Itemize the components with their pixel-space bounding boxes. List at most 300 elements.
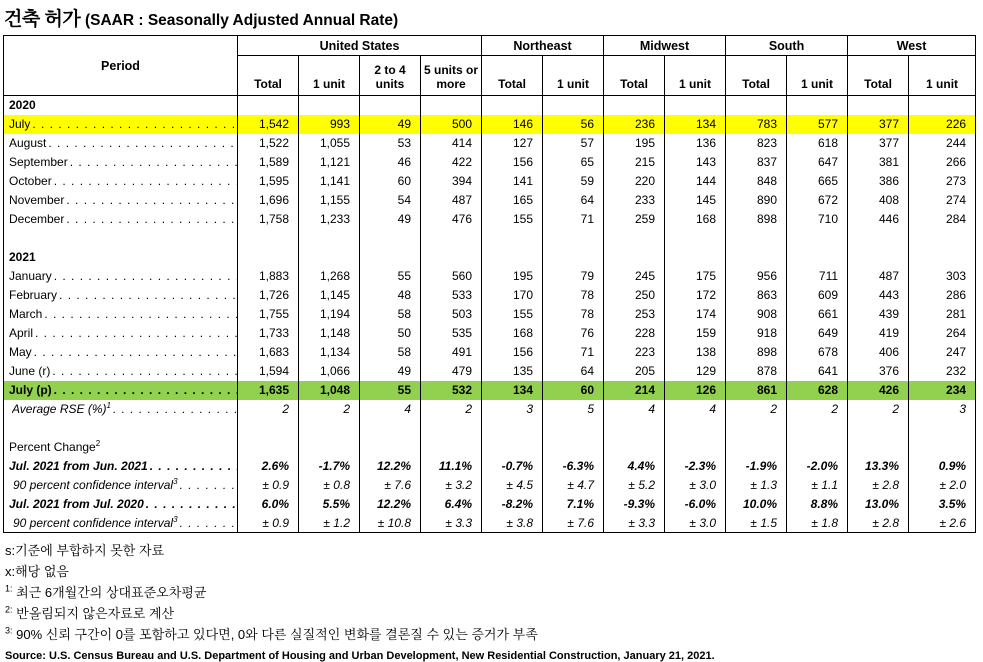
value-cell: 273 xyxy=(909,172,976,191)
row-label: September . . . xyxy=(4,153,238,172)
value-cell: 890 xyxy=(726,191,787,210)
value-cell: -1.9% xyxy=(726,457,787,476)
value-cell: 1,066 xyxy=(299,362,360,381)
row-label: December . . . xyxy=(4,210,238,229)
column-header: 5 units or more xyxy=(421,56,482,96)
value-cell: 678 xyxy=(787,343,848,362)
period-header: Period xyxy=(4,36,238,96)
value-cell: 10.0% xyxy=(726,495,787,514)
value-cell: 609 xyxy=(787,286,848,305)
value-cell: 1,522 xyxy=(238,134,299,153)
value-cell: 487 xyxy=(848,267,909,286)
value-cell xyxy=(604,248,665,267)
value-cell xyxy=(909,96,976,115)
value-cell: 848 xyxy=(726,172,787,191)
row-label: March . . . xyxy=(4,305,238,324)
value-cell xyxy=(299,229,360,248)
value-cell xyxy=(604,419,665,438)
value-cell: 443 xyxy=(848,286,909,305)
leader-dots xyxy=(44,307,237,321)
value-cell: 476 xyxy=(421,210,482,229)
value-cell xyxy=(604,438,665,457)
value-cell: ± 1.8 xyxy=(787,514,848,533)
value-cell: 6.4% xyxy=(421,495,482,514)
value-cell: 223 xyxy=(604,343,665,362)
value-cell: 898 xyxy=(726,343,787,362)
leader-dots xyxy=(113,402,237,416)
value-cell: 195 xyxy=(482,267,543,286)
value-cell: 12.2% xyxy=(360,457,421,476)
value-cell: ± 0.8 xyxy=(299,476,360,495)
value-cell: 53 xyxy=(360,134,421,153)
value-cell: 2 xyxy=(726,400,787,419)
value-cell: 286 xyxy=(909,286,976,305)
leader-dots xyxy=(54,383,237,397)
table-row xyxy=(4,457,976,476)
table-body xyxy=(4,96,976,533)
leader-dots xyxy=(66,193,237,207)
value-cell xyxy=(787,419,848,438)
value-cell: 956 xyxy=(726,267,787,286)
value-cell: 60 xyxy=(543,381,604,400)
table-row xyxy=(4,229,976,248)
value-cell: 58 xyxy=(360,343,421,362)
table-row xyxy=(4,286,976,305)
value-cell: 2 xyxy=(787,400,848,419)
value-cell xyxy=(787,96,848,115)
value-cell: 560 xyxy=(421,267,482,286)
value-cell xyxy=(421,229,482,248)
column-header: 1 unit xyxy=(665,56,726,96)
value-cell xyxy=(299,438,360,457)
value-cell xyxy=(482,96,543,115)
value-cell: -0.7% xyxy=(482,457,543,476)
value-cell xyxy=(726,229,787,248)
value-cell: ± 0.9 xyxy=(238,514,299,533)
value-cell: 661 xyxy=(787,305,848,324)
value-cell: -6.3% xyxy=(543,457,604,476)
value-cell: 2.6% xyxy=(238,457,299,476)
value-cell: 376 xyxy=(848,362,909,381)
value-cell: 174 xyxy=(665,305,726,324)
value-cell: 503 xyxy=(421,305,482,324)
value-cell: 783 xyxy=(726,115,787,134)
row-label: July (p) . . . xyxy=(4,381,238,400)
leader-dots xyxy=(66,212,237,226)
value-cell: 2 xyxy=(848,400,909,419)
value-cell: 60 xyxy=(360,172,421,191)
value-cell: 56 xyxy=(543,115,604,134)
value-cell: 13.3% xyxy=(848,457,909,476)
row-label: 90 percent confidence interval$^3$ . . . xyxy=(4,514,238,533)
value-cell: 386 xyxy=(848,172,909,191)
table-row xyxy=(4,115,976,134)
leader-dots xyxy=(59,288,237,302)
value-cell: 672 xyxy=(787,191,848,210)
value-cell: 1,141 xyxy=(299,172,360,191)
value-cell: 46 xyxy=(360,153,421,172)
value-cell: 414 xyxy=(421,134,482,153)
row-label: Percent Change$^2$ xyxy=(4,438,238,457)
column-header: Total xyxy=(482,56,543,96)
value-cell xyxy=(238,229,299,248)
value-cell: 11.1% xyxy=(421,457,482,476)
value-cell: 13.0% xyxy=(848,495,909,514)
value-cell: 55 xyxy=(360,381,421,400)
value-cell xyxy=(482,438,543,457)
table-row xyxy=(4,210,976,229)
leader-dots xyxy=(34,345,237,359)
group-header-row xyxy=(4,36,976,56)
value-cell: 214 xyxy=(604,381,665,400)
value-cell: 426 xyxy=(848,381,909,400)
table-row xyxy=(4,438,976,457)
value-cell: 244 xyxy=(909,134,976,153)
value-cell: ± 1.2 xyxy=(299,514,360,533)
row-label: February . . . xyxy=(4,286,238,305)
value-cell xyxy=(665,248,726,267)
footnote-line: $^{1:}$ 최근 6개월간의 상대표준오차평균 xyxy=(5,583,207,600)
value-cell: 220 xyxy=(604,172,665,191)
row-label xyxy=(4,229,238,248)
value-cell xyxy=(726,248,787,267)
value-cell: 168 xyxy=(665,210,726,229)
value-cell xyxy=(360,248,421,267)
value-cell: -2.3% xyxy=(665,457,726,476)
value-cell: 136 xyxy=(665,134,726,153)
table-row xyxy=(4,343,976,362)
value-cell xyxy=(848,419,909,438)
value-cell: 3.5% xyxy=(909,495,976,514)
column-header: 1 unit xyxy=(299,56,360,96)
row-label: 90 percent confidence interval$^3$ . . . xyxy=(4,476,238,495)
value-cell: 1,268 xyxy=(299,267,360,286)
value-cell xyxy=(543,419,604,438)
value-cell: 232 xyxy=(909,362,976,381)
value-cell: ± 2.8 xyxy=(848,476,909,495)
value-cell: 1,595 xyxy=(238,172,299,191)
value-cell: 156 xyxy=(482,343,543,362)
region-header-midwest: Midwest xyxy=(604,36,726,56)
value-cell: -2.0% xyxy=(787,457,848,476)
page-title-english: (SAAR : Seasonally Adjusted Annual Rate) xyxy=(84,12,399,29)
value-cell: 228 xyxy=(604,324,665,343)
value-cell: 1,733 xyxy=(238,324,299,343)
row-label: August . . . xyxy=(4,134,238,153)
leader-dots xyxy=(70,155,237,169)
value-cell: 59 xyxy=(543,172,604,191)
value-cell xyxy=(909,419,976,438)
value-cell: 647 xyxy=(787,153,848,172)
value-cell: ± 10.8 xyxy=(360,514,421,533)
value-cell: ± 3.8 xyxy=(482,514,543,533)
table-row xyxy=(4,476,976,495)
value-cell: 253 xyxy=(604,305,665,324)
value-cell xyxy=(543,96,604,115)
value-cell: 57 xyxy=(543,134,604,153)
leader-dots xyxy=(150,459,237,473)
value-cell xyxy=(665,419,726,438)
value-cell: 419 xyxy=(848,324,909,343)
value-cell: 175 xyxy=(665,267,726,286)
value-cell: 1,635 xyxy=(238,381,299,400)
value-cell: 446 xyxy=(848,210,909,229)
value-cell: 144 xyxy=(665,172,726,191)
region-header-united-states: United States xyxy=(238,36,482,56)
value-cell: 710 xyxy=(787,210,848,229)
table-row xyxy=(4,514,976,533)
value-cell xyxy=(482,248,543,267)
value-cell: 439 xyxy=(848,305,909,324)
table-row xyxy=(4,495,976,514)
value-cell: 76 xyxy=(543,324,604,343)
footnotes xyxy=(5,540,983,645)
value-cell: 281 xyxy=(909,305,976,324)
footnote-line: x:해당 없음 xyxy=(5,564,69,579)
value-cell: 1,155 xyxy=(299,191,360,210)
value-cell: ± 3.2 xyxy=(421,476,482,495)
leader-dots xyxy=(52,364,237,378)
leader-dots xyxy=(180,478,237,492)
column-header: Total xyxy=(604,56,665,96)
value-cell: ± 1.5 xyxy=(726,514,787,533)
value-cell xyxy=(299,419,360,438)
value-cell: 135 xyxy=(482,362,543,381)
value-cell: ± 4.5 xyxy=(482,476,543,495)
value-cell: 168 xyxy=(482,324,543,343)
value-cell xyxy=(238,248,299,267)
value-cell: -1.7% xyxy=(299,457,360,476)
value-cell: 146 xyxy=(482,115,543,134)
table-row xyxy=(4,419,976,438)
value-cell: 127 xyxy=(482,134,543,153)
value-cell: -8.2% xyxy=(482,495,543,514)
row-label: June (r) . . . xyxy=(4,362,238,381)
value-cell: 247 xyxy=(909,343,976,362)
value-cell: 1,145 xyxy=(299,286,360,305)
value-cell xyxy=(543,438,604,457)
value-cell xyxy=(909,229,976,248)
value-cell: ± 7.6 xyxy=(543,514,604,533)
column-header: Total xyxy=(848,56,909,96)
value-cell: 250 xyxy=(604,286,665,305)
value-cell xyxy=(482,229,543,248)
value-cell: 823 xyxy=(726,134,787,153)
value-cell: 49 xyxy=(360,210,421,229)
value-cell: 65 xyxy=(543,153,604,172)
value-cell: 908 xyxy=(726,305,787,324)
value-cell xyxy=(726,96,787,115)
value-cell: 628 xyxy=(787,381,848,400)
value-cell xyxy=(604,229,665,248)
value-cell: 64 xyxy=(543,191,604,210)
value-cell: ± 3.0 xyxy=(665,476,726,495)
value-cell xyxy=(726,438,787,457)
value-cell: 215 xyxy=(604,153,665,172)
row-label: November . . . xyxy=(4,191,238,210)
value-cell: 71 xyxy=(543,343,604,362)
value-cell: 618 xyxy=(787,134,848,153)
value-cell: 500 xyxy=(421,115,482,134)
value-cell: 878 xyxy=(726,362,787,381)
table-row xyxy=(4,267,976,286)
value-cell xyxy=(848,248,909,267)
value-cell: 3 xyxy=(909,400,976,419)
table-row xyxy=(4,362,976,381)
region-header-west: West xyxy=(848,36,976,56)
value-cell: 264 xyxy=(909,324,976,343)
row-label: April . . . xyxy=(4,324,238,343)
value-cell: 1,148 xyxy=(299,324,360,343)
leader-dots xyxy=(146,497,237,511)
value-cell: 711 xyxy=(787,267,848,286)
value-cell: 129 xyxy=(665,362,726,381)
value-cell: 172 xyxy=(665,286,726,305)
table-row xyxy=(4,96,976,115)
value-cell: 394 xyxy=(421,172,482,191)
table-row xyxy=(4,381,976,400)
value-cell: 4.4% xyxy=(604,457,665,476)
value-cell: 1,758 xyxy=(238,210,299,229)
value-cell: 233 xyxy=(604,191,665,210)
value-cell xyxy=(665,229,726,248)
value-cell: 155 xyxy=(482,210,543,229)
column-header: 1 unit xyxy=(543,56,604,96)
value-cell: 918 xyxy=(726,324,787,343)
value-cell: 49 xyxy=(360,362,421,381)
value-cell: 381 xyxy=(848,153,909,172)
row-label: 2020 xyxy=(4,96,238,115)
value-cell: 6.0% xyxy=(238,495,299,514)
value-cell: 1,121 xyxy=(299,153,360,172)
value-cell: 234 xyxy=(909,381,976,400)
value-cell: 165 xyxy=(482,191,543,210)
value-cell: 577 xyxy=(787,115,848,134)
value-cell: 1,696 xyxy=(238,191,299,210)
value-cell: 1,883 xyxy=(238,267,299,286)
row-label: May . . . xyxy=(4,343,238,362)
value-cell xyxy=(665,96,726,115)
value-cell: 2 xyxy=(421,400,482,419)
value-cell xyxy=(299,96,360,115)
value-cell: 126 xyxy=(665,381,726,400)
value-cell: 408 xyxy=(848,191,909,210)
value-cell: 64 xyxy=(543,362,604,381)
value-cell: 284 xyxy=(909,210,976,229)
value-cell: 12.2% xyxy=(360,495,421,514)
value-cell: 50 xyxy=(360,324,421,343)
value-cell: 143 xyxy=(665,153,726,172)
value-cell: 5 xyxy=(543,400,604,419)
value-cell: 79 xyxy=(543,267,604,286)
value-cell: 78 xyxy=(543,286,604,305)
value-cell: ± 3.3 xyxy=(421,514,482,533)
column-header: Total xyxy=(726,56,787,96)
region-header-south: South xyxy=(726,36,848,56)
value-cell: 58 xyxy=(360,305,421,324)
value-cell: -6.0% xyxy=(665,495,726,514)
row-label: Average RSE (%)$^1$ . . . xyxy=(4,400,238,419)
row-label: October . . . xyxy=(4,172,238,191)
source-line: Source: U.S. Census Bureau and U.S. Department of Housing and Urban Development, New Residential Construction, January 21, 2021. xyxy=(5,650,715,662)
value-cell: 266 xyxy=(909,153,976,172)
value-cell: 641 xyxy=(787,362,848,381)
footnote-line: s:기준에 부합하지 못한 자료 xyxy=(5,543,165,558)
value-cell: ± 2.8 xyxy=(848,514,909,533)
value-cell: 479 xyxy=(421,362,482,381)
value-cell: 649 xyxy=(787,324,848,343)
value-cell: 532 xyxy=(421,381,482,400)
value-cell xyxy=(787,229,848,248)
value-cell xyxy=(543,229,604,248)
value-cell: 377 xyxy=(848,115,909,134)
value-cell: 8.8% xyxy=(787,495,848,514)
value-cell: 48 xyxy=(360,286,421,305)
value-cell: 406 xyxy=(848,343,909,362)
value-cell: 138 xyxy=(665,343,726,362)
value-cell xyxy=(604,96,665,115)
value-cell: 303 xyxy=(909,267,976,286)
permits-table xyxy=(3,35,976,533)
value-cell: ± 1.1 xyxy=(787,476,848,495)
table-row xyxy=(4,134,976,153)
value-cell: ± 0.9 xyxy=(238,476,299,495)
value-cell xyxy=(360,438,421,457)
value-cell: 1,048 xyxy=(299,381,360,400)
leader-dots xyxy=(180,516,237,530)
table-row xyxy=(4,172,976,191)
value-cell: ± 1.3 xyxy=(726,476,787,495)
value-cell: 2 xyxy=(299,400,360,419)
value-cell xyxy=(238,438,299,457)
value-cell xyxy=(421,438,482,457)
value-cell xyxy=(787,248,848,267)
row-label: Jul. 2021 from Jun. 2021 . . . xyxy=(4,457,238,476)
value-cell xyxy=(421,96,482,115)
value-cell: 3 xyxy=(482,400,543,419)
leader-dots xyxy=(48,136,237,150)
value-cell xyxy=(848,96,909,115)
value-cell: 665 xyxy=(787,172,848,191)
value-cell xyxy=(726,419,787,438)
value-cell: 1,683 xyxy=(238,343,299,362)
value-cell: 55 xyxy=(360,267,421,286)
value-cell: 159 xyxy=(665,324,726,343)
value-cell: 861 xyxy=(726,381,787,400)
value-cell: 1,726 xyxy=(238,286,299,305)
value-cell: 491 xyxy=(421,343,482,362)
table-row xyxy=(4,153,976,172)
value-cell: 2 xyxy=(238,400,299,419)
value-cell: 4 xyxy=(604,400,665,419)
value-cell: 422 xyxy=(421,153,482,172)
value-cell: 7.1% xyxy=(543,495,604,514)
value-cell xyxy=(848,438,909,457)
table-header xyxy=(4,36,976,96)
value-cell: 155 xyxy=(482,305,543,324)
value-cell: 0.9% xyxy=(909,457,976,476)
table-row xyxy=(4,248,976,267)
value-cell xyxy=(543,248,604,267)
value-cell: 78 xyxy=(543,305,604,324)
value-cell: 134 xyxy=(665,115,726,134)
value-cell: 145 xyxy=(665,191,726,210)
value-cell: 1,194 xyxy=(299,305,360,324)
value-cell xyxy=(909,248,976,267)
value-cell xyxy=(482,419,543,438)
value-cell: ± 2.0 xyxy=(909,476,976,495)
value-cell xyxy=(421,248,482,267)
